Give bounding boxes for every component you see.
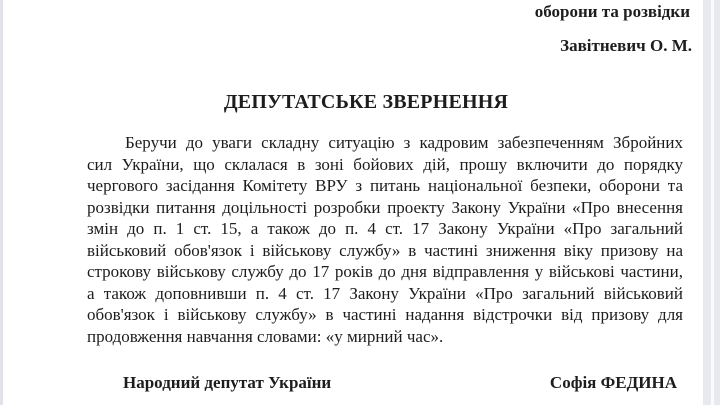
body-line: Беручи до уваги складну ситуацію з кадровим забезпеченням Збройних — [125, 133, 683, 152]
signature-row — [123, 372, 677, 393]
photo-edge-highlight — [711, 0, 714, 405]
body-line: сил України, що склалася в зоні бойових дій, прошу включити до порядку — [87, 154, 683, 174]
addressee-name-line: Завітневич О. М. — [560, 36, 692, 55]
photo-edge-right — [703, 0, 720, 405]
body-paragraph — [87, 132, 683, 347]
addressee-committee-line: оборони та розвідки — [534, 2, 690, 21]
body-line: розвідки питання доцільності розробки проекту Закону України «Про внесення — [87, 197, 683, 217]
photo-edge-left — [0, 0, 3, 405]
body-line: обов'язок і військову службу» в частині надання відстрочки від призову для — [87, 305, 683, 324]
document-title: ДЕПУТАТСЬКЕ ЗВЕРНЕННЯ — [223, 91, 509, 113]
signature-position: Народний депутат України — [123, 373, 332, 392]
body-line: продовження навчання словами: «у мирний час». — [87, 326, 444, 346]
body-line: змін до п. 1 ст. 15, а також до п. 4 ст. 17 Закону України «Про загальний — [87, 219, 683, 238]
body-line: чергового засідання Комітету ВРУ з питань національної безпеки, оборони та — [87, 176, 683, 195]
signature-name: Софія ФЕДИНА — [549, 373, 677, 392]
body-line: строкову військову службу до 17 років до дня відправлення у військові частини, — [87, 262, 683, 281]
body-line: військовий обов'язок і військову службу» в частині зниження віку призову на — [87, 240, 683, 260]
body-line: а також доповнивши п. 4 ст. 17 Закону України «Про загальний військовий — [87, 283, 683, 303]
